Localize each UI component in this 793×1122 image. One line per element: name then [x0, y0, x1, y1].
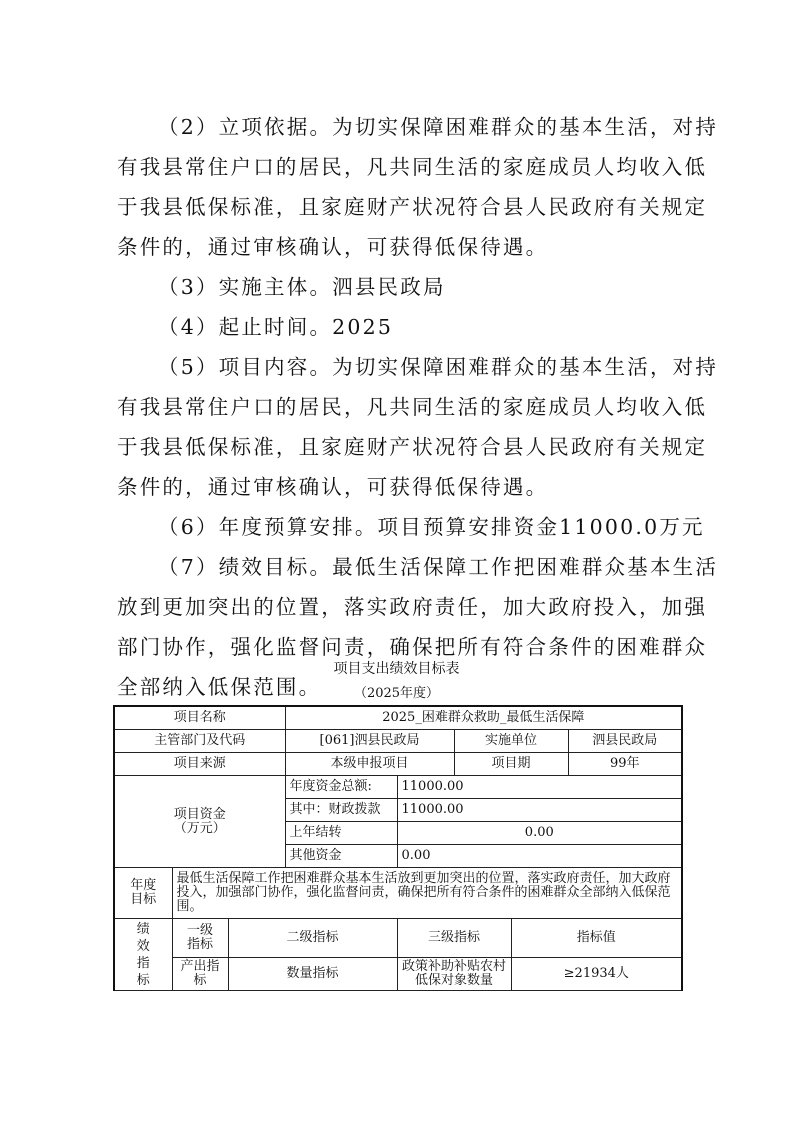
level1-cell-line: 产出指 [180, 959, 220, 974]
level3-cell [397, 958, 511, 991]
level1-header-line: 一级 [186, 923, 213, 938]
project-name-label: 项目名称 [114, 706, 285, 730]
paragraph-line: 放到更加突出的位置，落实政府责任，加大政府投入，加强 [117, 595, 708, 619]
source-value: 本级申报项目 [285, 753, 454, 776]
level3-header: 三级指标 [397, 919, 511, 958]
paragraph-line: 全部纳入低保范围。 [117, 675, 322, 699]
paragraph-line: 于我县低保标准，且家庭财产状况符合县人民政府有关规定 [117, 195, 708, 219]
carryover-label: 上年结转 [285, 822, 397, 845]
impl-value: 泗县民政局 [568, 730, 682, 753]
paragraph-line: 条件的，通过审核确认，可获得低保待遇。 [117, 475, 549, 499]
level1-header-line: 指标 [186, 937, 213, 952]
indicator-label-char: 指 [136, 955, 150, 971]
annual-goal-label [114, 868, 172, 919]
funds-label-cell [114, 776, 285, 868]
table-title: 项目支出绩效目标表 [333, 661, 460, 677]
paragraph-line: 有我县常住户口的居民，凡共同生活的家庭成员人均收入低 [117, 155, 708, 179]
annual-goal-text: 最低生活保障工作把困难群众基本生活放到更加突出的位置，落实政府责任，加大政府投入，加强部门协作，强化监督问责，确保把所有符合条件的困难群众全部纳入低保范围。 [172, 868, 682, 919]
carryover-value: 0.00 [397, 822, 682, 845]
value-header: 指标值 [511, 919, 682, 958]
level3-cell-line: 政策补助补贴农村 [402, 959, 507, 974]
paragraph-line: 有我县常住户口的居民，凡共同生活的家庭成员人均收入低 [117, 395, 708, 419]
level2-header: 二级指标 [228, 919, 397, 958]
dept-label: 主管部门及代码 [114, 730, 285, 753]
dept-value: [061]泗县民政局 [285, 730, 454, 753]
indicator-label-char: 效 [136, 938, 150, 954]
total-funds-label: 年度资金总额: [285, 776, 397, 799]
period-label: 项目期 [454, 753, 568, 776]
fiscal-funds-label: 其中：财政拨款 [285, 799, 397, 822]
level3-cell-line: 低保对象数量 [415, 973, 494, 988]
performance-goal-table [113, 705, 683, 991]
paragraph-line: 于我县低保标准，且家庭财产状况符合县人民政府有关规定 [117, 435, 708, 459]
indicator-label-char: 绩 [136, 921, 150, 937]
table-subtitle: （2025年度） [353, 686, 440, 701]
indicator-label-char: 标 [136, 972, 150, 988]
funds-label: 项目资金 [173, 806, 226, 822]
funds-unit: （万元） [173, 820, 226, 836]
level2-cell: 数量指标 [228, 958, 397, 991]
level1-cell [172, 958, 228, 991]
project-name-value: 2025_困难群众救助_最低生活保障 [285, 706, 682, 730]
paragraph-line: （5）项目内容。为切实保障困难群众的基本生活，对持 [158, 355, 719, 379]
fiscal-funds-value: 11000.00 [397, 799, 682, 822]
performance-indicator-label [114, 919, 172, 991]
paragraph-line: 部门协作，强化监督问责，确保把所有符合条件的困难群众 [117, 635, 708, 659]
other-funds-label: 其他资金 [285, 845, 397, 868]
other-funds-value: 0.00 [397, 845, 682, 868]
level1-cell-line: 标 [193, 973, 207, 988]
impl-label: 实施单位 [454, 730, 568, 753]
annual-goal-label-line: 年度 [130, 878, 157, 893]
period-value: 99年 [568, 753, 682, 776]
paragraph-line: （6）年度预算安排。项目预算安排资金11000.0万元 [158, 515, 705, 539]
level1-header [172, 919, 228, 958]
paragraph-line: （2）立项依据。为切实保障困难群众的基本生活，对持 [158, 115, 719, 139]
annual-goal-label-line: 目标 [130, 892, 157, 907]
paragraph-line: （4）起止时间。2025 [158, 315, 394, 339]
source-label: 项目来源 [114, 753, 285, 776]
value-cell: ≥21934人 [511, 958, 682, 991]
paragraph-line: （7）绩效目标。最低生活保障工作把困难群众基本生活 [158, 555, 719, 579]
paragraph-line: 条件的，通过审核确认，可获得低保待遇。 [117, 235, 549, 259]
paragraph-line: （3）实施主体。泗县民政局 [158, 275, 446, 299]
total-funds-value: 11000.00 [397, 776, 682, 799]
